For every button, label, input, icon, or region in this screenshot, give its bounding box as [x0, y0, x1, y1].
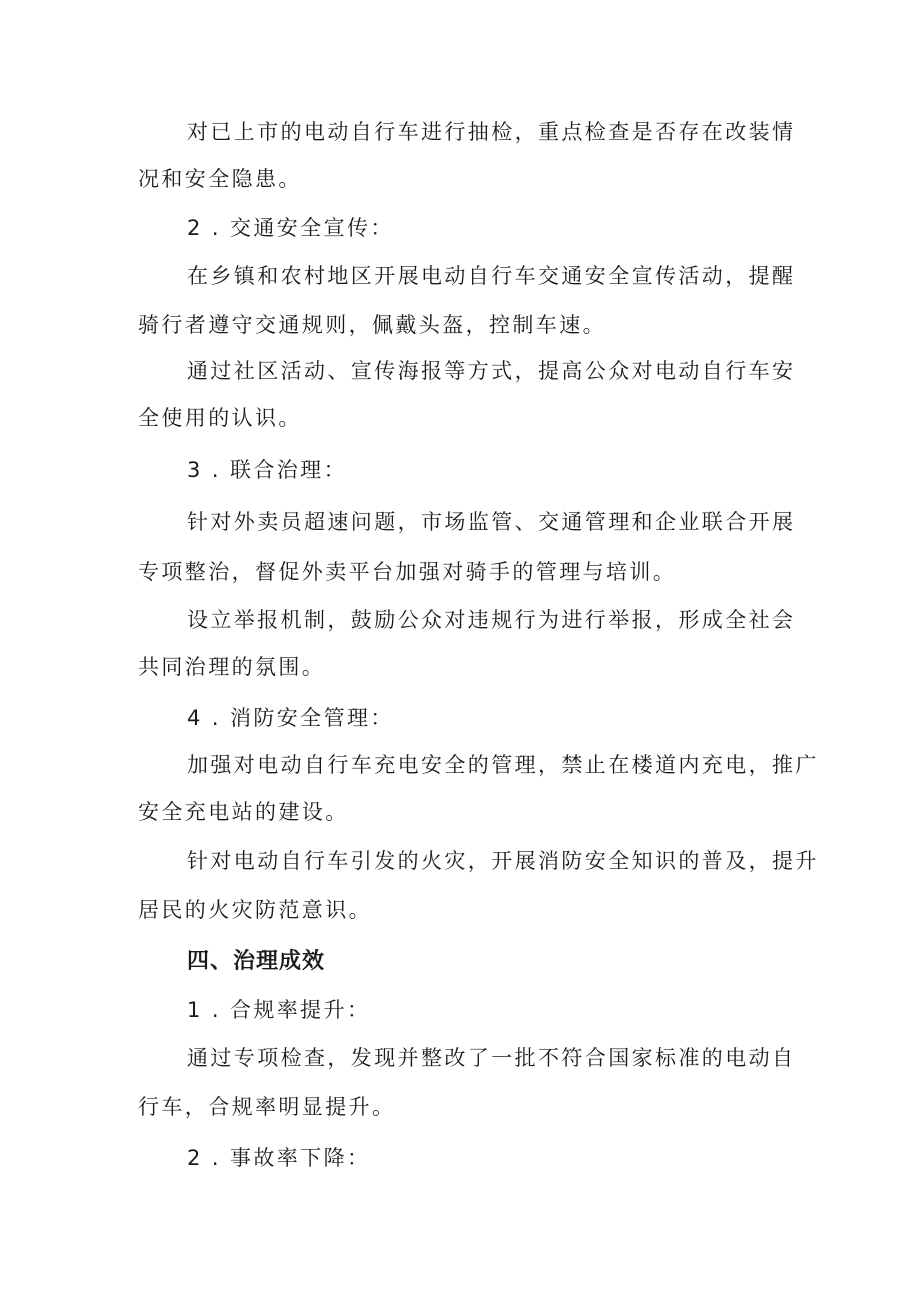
subheading-joint-governance: 3 . 联合治理： — [187, 458, 347, 482]
paragraph-line: 安全充电站的建设。 — [138, 800, 349, 824]
paragraph-line: 通过专项检查，发现并整改了一批不符合国家标准的电动自 — [187, 1046, 796, 1070]
paragraph-line: 居民的火灾防范意识。 — [138, 898, 372, 922]
paragraph-line: 针对外卖员超速问题，市场监管、交通管理和企业联合开展 — [187, 510, 796, 534]
paragraph-line: 设立举报机制，鼓励公众对违规行为进行举报，形成全社会 — [187, 608, 796, 632]
paragraph-line: 通过社区活动、宣传海报等方式，提高公众对电动自行车安 — [187, 359, 796, 383]
subheading-traffic-safety: 2 . 交通安全宣传： — [187, 216, 394, 240]
subheading-fire-safety: 4 . 消防安全管理： — [187, 706, 394, 730]
paragraph-line: 针对电动自行车引发的火灾，开展消防安全知识的普及，提升 — [187, 849, 819, 873]
paragraph-line: 全使用的认识。 — [138, 406, 302, 430]
paragraph-line: 加强对电动自行车充电安全的管理，禁止在楼道内充电，推广 — [187, 753, 819, 777]
paragraph-line: 骑行者遵守交通规则，佩戴头盔，控制车速。 — [138, 313, 606, 337]
paragraph-line: 行车，合规率明显提升。 — [138, 1095, 396, 1119]
subheading-accident-rate: 2 . 事故率下降： — [187, 1146, 371, 1170]
subheading-compliance: 1 . 合规率提升： — [187, 998, 371, 1022]
section-heading: 四、治理成效 — [187, 949, 326, 974]
paragraph-line: 对已上市的电动自行车进行抽检，重点检查是否存在改装情 — [187, 120, 796, 144]
paragraph-line: 在乡镇和农村地区开展电动自行车交通安全宣传活动，提醒 — [187, 264, 796, 288]
paragraph-line: 共同治理的氛围。 — [138, 655, 326, 679]
paragraph-line: 况和安全隐患。 — [138, 167, 302, 191]
paragraph-line: 专项整治，督促外卖平台加强对骑手的管理与培训。 — [138, 560, 677, 584]
